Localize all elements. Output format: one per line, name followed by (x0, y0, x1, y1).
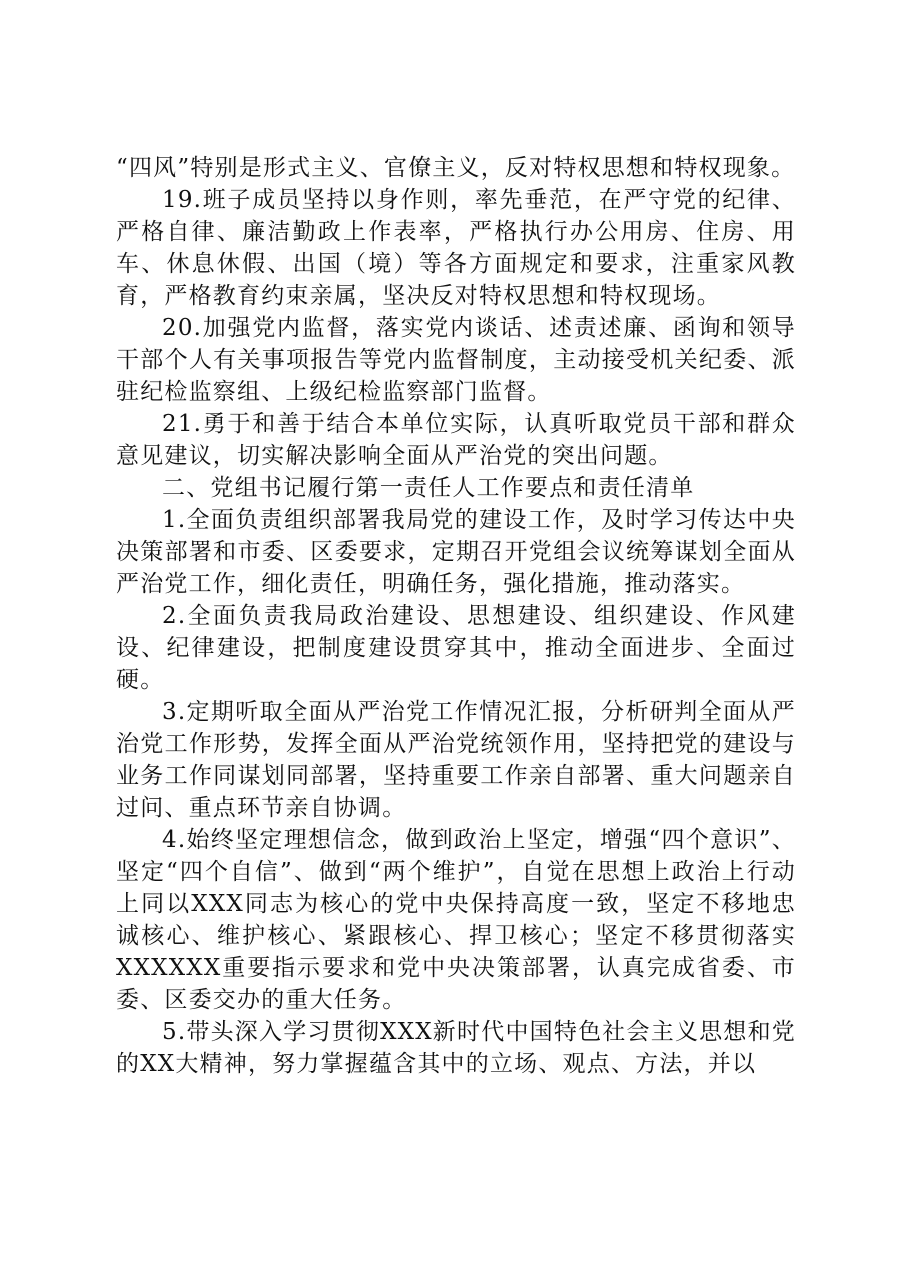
document-body (116, 152, 796, 1080)
paragraph-continuation: “四风”特别是形式主义、官僚主义，反对特权思想和特权现象。 (116, 155, 796, 181)
paragraph-item-2: 2.全面负责我局政治建设、思想建设、组织建设、作风建设、纪律建设，把制度建设贯穿其中，推动全面进步、全面过硬。 (116, 603, 796, 693)
section-heading: 二、党组书记履行第一责任人工作要点和责任清单 (162, 475, 695, 501)
paragraph-item-21: 21.勇于和善于结合本单位实际，认真听取党员干部和群众意见建议，切实解决影响全面从严治党的突出问题。 (116, 411, 796, 469)
paragraph-item-20: 20.加强党内监督，落实党内谈话、述责述廉、函询和领导干部个人有关事项报告等党内监督制度，主动接受机关纪委、派驻纪检监察组、上级纪检监察部门监督。 (116, 315, 796, 405)
paragraph-item-1: 1.全面负责组织部署我局党的建设工作，及时学习传达中央决策部署和市委、区委要求，定期召开党组会议统筹谋划全面从严治党工作，细化责任，明确任务，强化措施，推动落实。 (116, 507, 796, 597)
paragraph-item-4: 4.始终坚定理想信念，做到政治上坚定，增强“四个意识”、坚定“四个自信”、做到“两个维护”，自觉在思想上政治上行动上同以XXX同志为核心的党中央保持高度一致，坚定不移地忠诚核心、维护核心、紧跟核心、捍卫核心；坚定不移贯彻落实XXXXXX重要指示要求和党中央决策部署，认真完成省委、市委、区委交办的重大任务。 (116, 827, 796, 1013)
paragraph-item-3: 3.定期听取全面从严治党工作情况汇报，分析研判全面从严治党工作形势，发挥全面从严治党统领作用，坚持把党的建设与业务工作同谋划同部署，坚持重要工作亲自部署、重大问题亲自过问、重点环节亲自协调。 (116, 699, 796, 821)
paragraph-item-5: 5.带头深入学习贯彻XXX新时代中国特色社会主义思想和党的XX大精神，努力掌握蕴含其中的立场、观点、方法，并以 (116, 1019, 796, 1077)
paragraph-item-19: 19.班子成员坚持以身作则，率先垂范，在严守党的纪律、严格自律、廉洁勤政上作表率，严格执行办公用房、住房、用车、休息休假、出国（境）等各方面规定和要求，注重家风教育，严格教育约束亲属，坚决反对特权思想和特权现场。 (116, 187, 796, 309)
